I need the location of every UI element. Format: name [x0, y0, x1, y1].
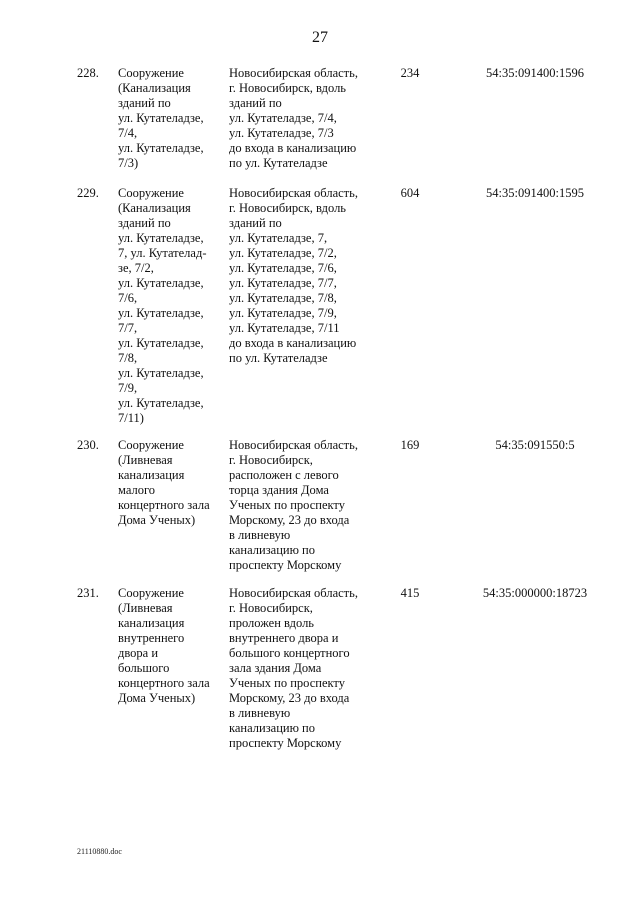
structure-address: Новосибирская область, г. Новосибирск, расположен с левого торца здания Дома Ученых по проспекту Морскому, 23 до входа в ливневую канализацию по проспекту Морскому: [229, 438, 358, 572]
structure-length: 234: [400, 66, 420, 80]
structure-length: 604: [400, 186, 420, 200]
structure-name: Сооружение (Канализация зданий по ул. Кутателадзе, 7/4, ул. Кутателадзе, 7/3): [118, 66, 204, 170]
structure-address: Новосибирская область, г. Новосибирск, вдоль зданий по ул. Кутателадзе, 7, ул. Кутателадзе, 7/2, ул. Кутателадзе, 7/6, ул. Кутателадзе, 7/7, ул. Кутателадзе, 7/8, ул. Кутателадзе, 7/9, ул. Кутателадзе, 7/11 до входа в канализацию по ул. Кутателадзе: [229, 186, 358, 365]
structure-name: Сооружение (Ливневая канализация малого концертного зала Дома Ученых): [118, 438, 210, 527]
structure-address: Новосибирская область, г. Новосибирск, вдоль зданий по ул. Кутателадзе, 7/4, ул. Кутателадзе, 7/3 до входа в канализацию по ул. Кутателадзе: [229, 66, 358, 170]
structure-name: Сооружение (Ливневая канализация внутреннего двора и большого концертного зала Дома Ученых): [118, 586, 210, 705]
page-number: 27: [312, 29, 328, 46]
cadastral-number: 54:35:000000:18723: [482, 586, 588, 600]
row-number: 230.: [77, 438, 99, 452]
cadastral-number: 54:35:091400:1596: [486, 66, 584, 80]
structure-length: 415: [400, 586, 420, 600]
row-number: 228.: [77, 66, 99, 80]
structure-address: Новосибирская область, г. Новосибирск, проложен вдоль внутреннего двора и большого концертного зала здания Дома Ученых по проспекту Морскому, 23 до входа в ливневую канализацию по проспекту Морскому: [229, 586, 358, 750]
structure-name: Сооружение (Канализация зданий по ул. Кутателадзе, 7, ул. Кутателад- зе, 7/2, ул. Кутателадзе, 7/6, ул. Кутателадзе, 7/7, ул. Кутателадзе, 7/8, ул. Кутателадзе, 7/9, ул. Кутателадзе, 7/11): [118, 186, 207, 425]
row-number: 231.: [77, 586, 99, 600]
row-number: 229.: [77, 186, 99, 200]
document-filename: 21110880.doc: [77, 847, 122, 856]
structure-length: 169: [400, 438, 420, 452]
cadastral-number: 54:35:091400:1595: [486, 186, 584, 200]
cadastral-number: 54:35:091550:5: [495, 438, 575, 452]
